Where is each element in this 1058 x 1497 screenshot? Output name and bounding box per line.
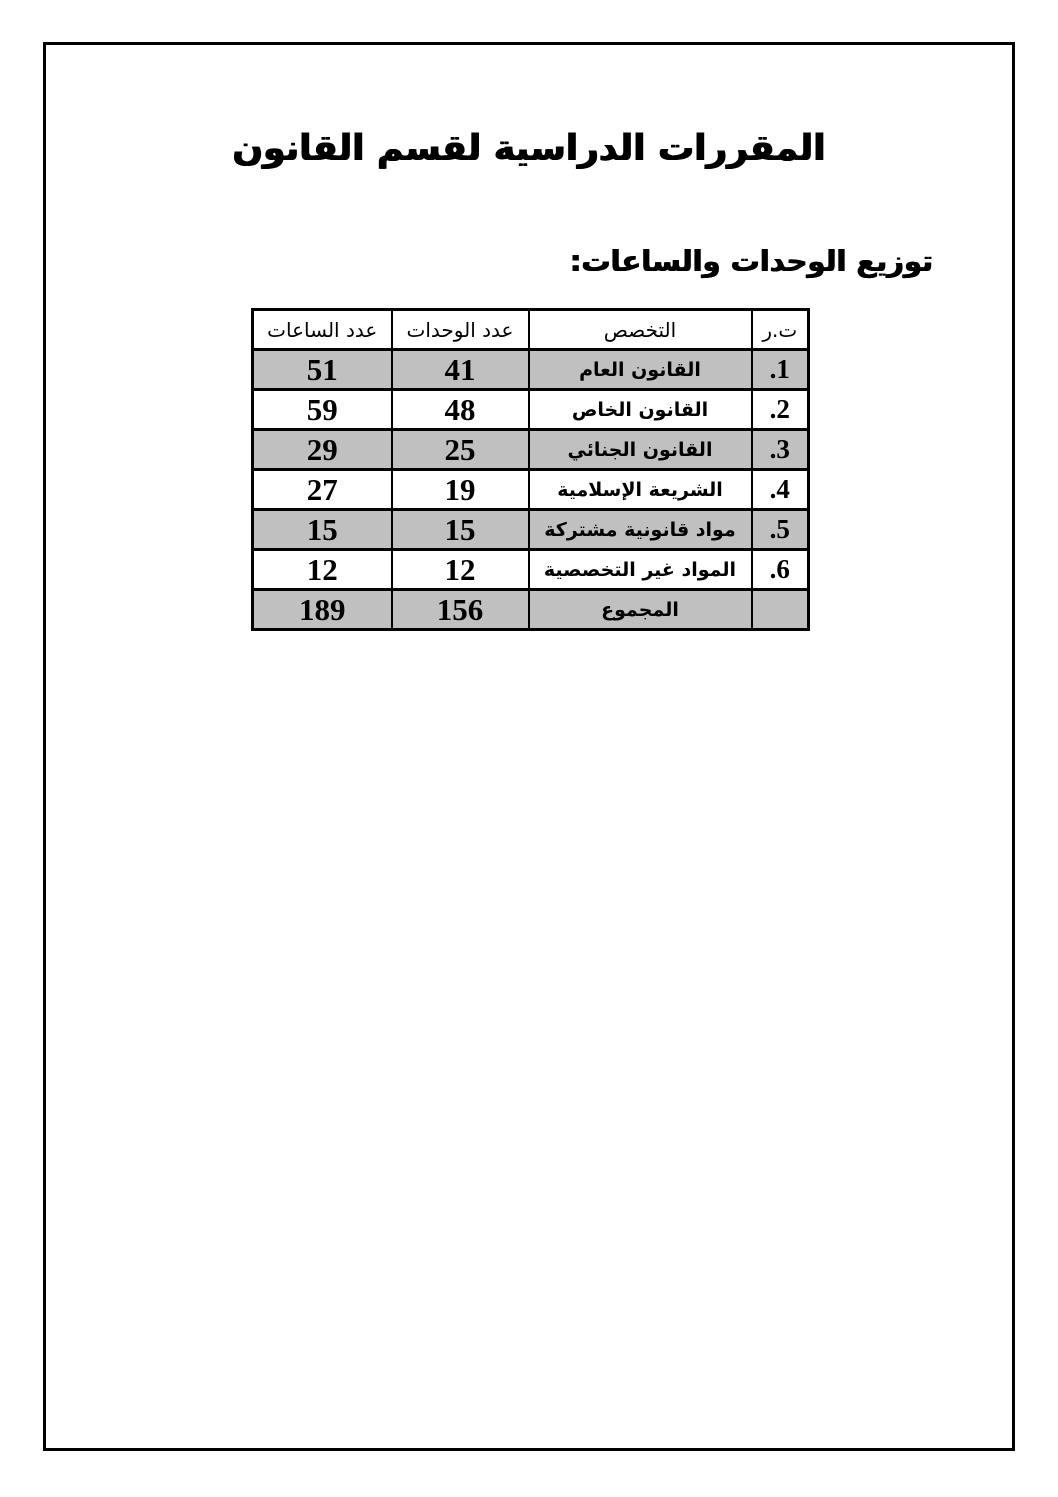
cell-units: 41 (392, 350, 529, 390)
cell-specialization: القانون الخاص (529, 390, 752, 430)
header-cell-hours: عدد الساعات (253, 310, 392, 350)
header-cell-serial: ر.ت (752, 310, 809, 350)
cell-hours: 189 (253, 590, 392, 630)
cell-serial: .1 (752, 350, 809, 390)
table-row (253, 510, 809, 550)
table-body (253, 350, 809, 630)
table-row (253, 350, 809, 390)
cell-hours: 29 (253, 430, 392, 470)
cell-specialization: المواد غير التخصصية (529, 550, 752, 590)
cell-hours: 15 (253, 510, 392, 550)
header-cell-units: عدد الوحدات (392, 310, 529, 350)
cell-serial: .4 (752, 470, 809, 510)
cell-units: 48 (392, 390, 529, 430)
cell-hours: 59 (253, 390, 392, 430)
cell-serial (752, 590, 809, 630)
cell-units: 25 (392, 430, 529, 470)
cell-serial: .3 (752, 430, 809, 470)
cell-serial: .2 (752, 390, 809, 430)
cell-hours: 27 (253, 470, 392, 510)
cell-specialization: القانون العام (529, 350, 752, 390)
cell-specialization: مواد قانونية مشتركة (529, 510, 752, 550)
table-row (253, 550, 809, 590)
cell-serial: .5 (752, 510, 809, 550)
table-row (253, 390, 809, 430)
cell-units: 12 (392, 550, 529, 590)
cell-specialization: الشريعة الإسلامية (529, 470, 752, 510)
cell-hours: 12 (253, 550, 392, 590)
cell-units: 156 (392, 590, 529, 630)
table-header (253, 310, 809, 350)
document-title: المقررات الدراسية لقسم القانون (232, 128, 826, 169)
total-row (253, 590, 809, 630)
cell-specialization: القانون الجنائي (529, 430, 752, 470)
header-cell-specialization: التخصص (529, 310, 752, 350)
cell-units: 15 (392, 510, 529, 550)
cell-specialization: المجموع (529, 590, 752, 630)
table-header-row (253, 310, 809, 350)
cell-units: 19 (392, 470, 529, 510)
table-row (253, 430, 809, 470)
section-heading: توزيع الوحدات والساعات: (569, 244, 933, 278)
table-row (253, 470, 809, 510)
cell-hours: 51 (253, 350, 392, 390)
cell-serial: .6 (752, 550, 809, 590)
units-hours-table (251, 308, 810, 631)
